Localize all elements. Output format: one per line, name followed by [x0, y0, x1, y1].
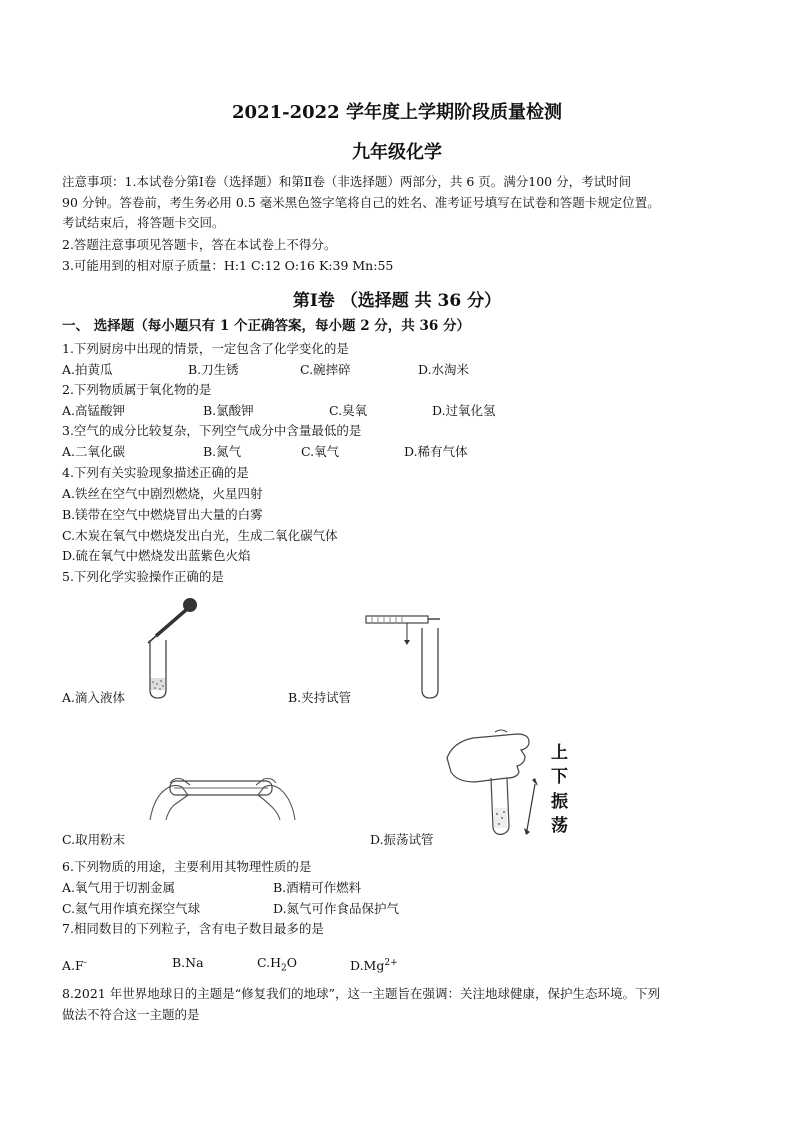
- q7-option-a: A.F-: [62, 958, 87, 974]
- q4-option-d: D.硫在氧气中燃烧发出蓝紫色火焰: [62, 548, 251, 563]
- q5-option-c: C.取用粉末: [62, 832, 126, 847]
- q4-option-a: A.铁丝在空气中剧烈燃烧，火星四射: [62, 486, 263, 501]
- notes-line-5: 3.可能用到的相对原子质量：H:1 C:12 O:16 K:39 Mn:55: [62, 258, 394, 273]
- q4-stem: 4.下列有关实验现象描述正确的是: [62, 465, 249, 480]
- q7-stem: 7.相同数目的下列粒子，含有电子数目最多的是: [62, 921, 324, 936]
- part-heading: 一、 选择题（每小题只有 1 个正确答案，每小题 2 分，共 36 分）: [62, 318, 470, 334]
- test-tube-holder-figure: [360, 612, 450, 704]
- notes-line-1: 注意事项：1.本试卷分第Ⅰ卷（选择题）和第Ⅱ卷（非选择题）两部分，共 6 页。满分100 分，考试时间: [62, 174, 632, 189]
- q1-option-a: A.拍黄瓜: [62, 362, 113, 377]
- notes-line-3: 考试结束后，将答题卡交回。: [62, 215, 225, 230]
- q3-option-a: A.二氧化碳: [62, 444, 126, 459]
- q2-option-d: D.过氧化氢: [432, 403, 496, 418]
- q2-option-b: B.氯酸钾: [203, 403, 254, 418]
- q2-option-a: A.高锰酸钾: [62, 403, 126, 418]
- q8-stem-line-2: 做法不符合这一主题的是: [62, 1007, 200, 1022]
- shake-label-char-1: 上: [551, 743, 568, 763]
- q6-stem: 6.下列物质的用途，主要利用其物理性质的是: [62, 859, 312, 874]
- q4-option-c: C.木炭在氧气中燃烧发出白光，生成二氧化碳气体: [62, 528, 338, 543]
- q4-option-b: B.镁带在空气中燃烧冒出大量的白雾: [62, 507, 263, 522]
- shake-label-char-3: 振: [551, 792, 568, 812]
- q7-option-c: $C.H_2O$: [257, 955, 297, 974]
- q5-option-b: B.夹持试管: [288, 690, 352, 705]
- exam-title: 2021-2022 学年度上学期阶段质量检测: [232, 102, 562, 123]
- q5-option-d: D.振荡试管: [370, 832, 434, 847]
- powder-trough-figure: [140, 765, 305, 825]
- q8-stem-line-1: 8.2021 年世界地球日的主题是“修复我们的地球”，这一主题旨在强调：关注地球健康，保护生态环境。下列: [62, 986, 660, 1001]
- q1-option-c: C.碗摔碎: [300, 362, 351, 377]
- q1-stem: 1.下列厨房中出现的情景，一定包含了化学变化的是: [62, 341, 349, 356]
- q1-option-d: D.水淘米: [418, 362, 470, 377]
- notes-line-4: 2.答题注意事项见答题卡，答在本试卷上不得分。: [62, 237, 337, 252]
- shake-label-char-2: 下: [551, 767, 568, 787]
- section-title: 第Ⅰ卷 （选择题 共 36 分）: [292, 291, 502, 311]
- shake-label-char-4: 荡: [551, 816, 568, 836]
- notes-line-2: 90 分钟。答卷前，考生务必用 0.5 毫米黑色签字笔将自己的姓名、准考证号填写在试卷和答题卡规定位置。: [62, 195, 660, 210]
- q3-option-c: C.氧气: [301, 444, 340, 459]
- q6-option-c: C.氦气用作填充探空气球: [62, 901, 201, 916]
- q3-stem: 3.空气的成分比较复杂，下列空气成分中含量最低的是: [62, 423, 362, 438]
- q6-option-d: D.氮气可作食品保护气: [273, 901, 400, 916]
- q2-option-c: C.臭氧: [329, 403, 368, 418]
- q5-stem: 5.下列化学实验操作正确的是: [62, 569, 224, 584]
- exam-subtitle: 九年级化学: [352, 142, 442, 163]
- shaking-tube-figure: [445, 728, 545, 838]
- q7-option-d: $D.Mg^{2+}$: [350, 958, 398, 974]
- q1-option-b: B.刀生锈: [188, 362, 239, 377]
- q7-option-b: B.Na: [172, 955, 204, 970]
- q5-option-a: A.滴入液体: [62, 690, 126, 705]
- q2-stem: 2.下列物质属于氧化物的是: [62, 382, 212, 397]
- q6-option-b: B.酒精可作燃料: [273, 880, 362, 895]
- q3-option-d: D.稀有气体: [404, 444, 468, 459]
- q6-option-a: A.氧气用于切割金属: [62, 880, 176, 895]
- dropper-figure: [138, 592, 208, 704]
- q3-option-b: B.氮气: [203, 444, 242, 459]
